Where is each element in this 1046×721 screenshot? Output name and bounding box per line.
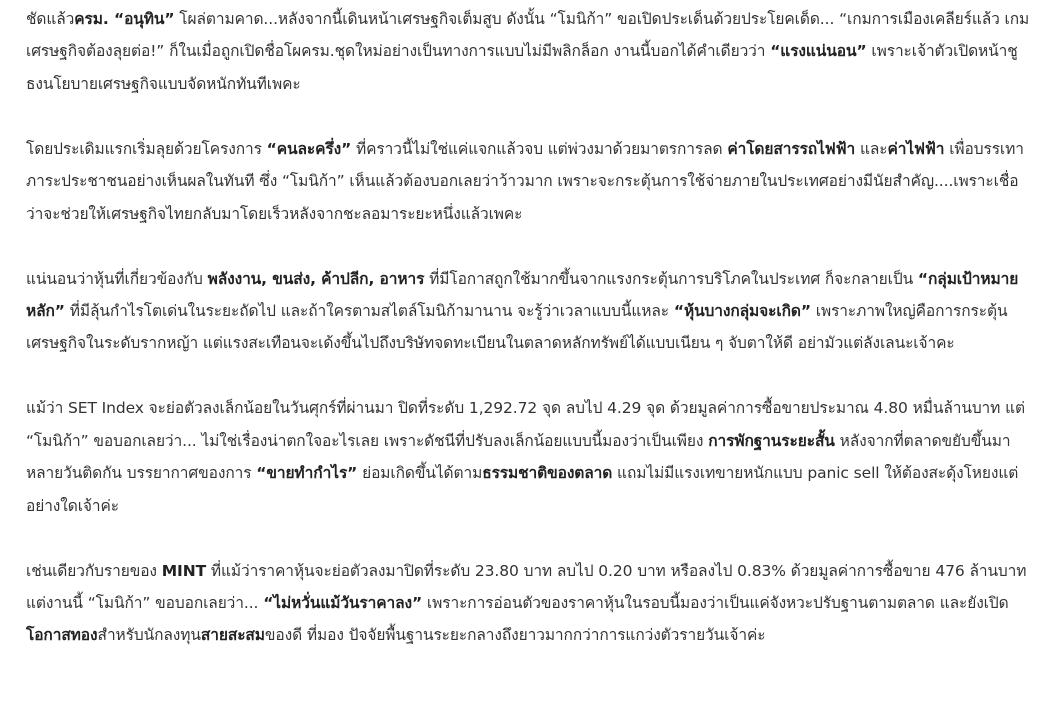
text-segment: หลังจากที่ตลาดขยับขึ้นมาหลายวันติดกัน บรรยากาศของการ xyxy=(26,431,1011,483)
text-segment: แน่นอนว่าหุ้นที่เกี่ยวข้องกับ xyxy=(26,269,208,288)
paragraph-2 xyxy=(26,133,1031,230)
text-segment: ย่อมเกิดขึ้นได้ตาม xyxy=(357,464,483,483)
bold-text-segment: “ขายทำกำไร” xyxy=(256,464,358,483)
text-segment: สำหรับนักลงทุน xyxy=(97,626,201,645)
text-segment: เพราะการอ่อนตัวของราคาหุ้นในรอบนี้มองว่าเป็นแค่จังหวะปรับฐานตามตลาด และยังเปิด xyxy=(422,594,1009,613)
text-segment: และ xyxy=(855,139,888,158)
bold-text-segment: “ไม่หวั่นแม้วันราคาลง” xyxy=(263,594,423,613)
bold-text-segment: สายสะสม xyxy=(200,626,265,645)
bold-text-segment: การพักฐานระยะสั้น xyxy=(708,431,835,450)
article-body xyxy=(26,0,1031,652)
bold-text-segment: “กลุ่มเป้าหมายหลัก” xyxy=(26,269,1019,321)
text-segment: โผล่ตามคาด...หลังจากนี้เดินหน้าเศรษฐกิจเต็มสูบ ดังนั้น “โมนิก้า” ขอเปิดประเด็นด้วยประโยคเด็ด... “เกมการเมืองเคลียร์แล้ว เกมเศรษฐกิจต้องลุยต่อ!” ก็ในเมื่อถูกเปิดชื่อโผครม.ชุดใหม่อย่างเป็นทางการแบบไม่มีพลิกล็อก งานนี้บอกได้คำเดียวว่า xyxy=(26,10,1030,61)
text-segment: เพื่อบรรเทาภาระประชาชนอย่างเห็นผลในทันที ซึ่ง “โมนิก้า” เห็นแล้วต้องบอกเลยว่าว้าวมาก เพราะจะกระตุ้นการใช้จ่ายภายในประเทศอย่างมีนัยสำคัญ....เพราะเชื่อว่าจะช่วยให้เศรษฐกิจไทยกลับมาโดยเร็วหลังจากชะลอมาระยะหนึ่งแล้วเพคะ xyxy=(26,139,1024,223)
text-segment: ของดี ที่มอง ปัจจัยพื้นฐานระยะกลางถึงยาวมากกว่าการแกว่งตัวรายวันเจ้าค่ะ xyxy=(264,626,766,645)
paragraph-3 xyxy=(26,263,1031,360)
bold-text-segment: พลังงาน, ขนส่ง, ค้าปลีก, อาหาร xyxy=(207,269,425,288)
bold-text-segment: “คนละครึ่ง” xyxy=(266,139,352,158)
text-segment: เพราะภาพใหญ่คือการกระตุ้นเศรษฐกิจในระดับรากหญ้า แต่แรงสะเทือนจะเด้งขึ้นไปถึงบริษัทจดทะเบียนในตลาดหลักทรัพย์ได้แบบเนียน ๆ จับตาให้ดี อย่ามัวแต่ลังเลนะเจ้าคะ xyxy=(26,302,1008,353)
text-segment: ที่มีโอกาสถูกใช้มากขึ้นจากแรงกระตุ้นการบริโภคในประเทศ ก็จะกลายเป็น xyxy=(424,269,918,288)
text-segment: แม้ว่า SET Index จะย่อตัวลงเล็กน้อยในวันศุกร์ที่ผ่านมา ปิดที่ระดับ 1,292.72 จุด ลบไป 4.29 จุด ด้วยมูลค่าการซื้อขายประมาณ 4.80 หมื่นล้านบาท แต่ “โมนิก้า” ขอบอกเลยว่า... ไม่ใช่เรื่องน่าตกใจอะไรเลย เพราะดัชนีที่ปรับลงเล็กน้อยแบบนี้มองว่าเป็นเพียง xyxy=(26,399,1025,450)
text-segment: ที่คราวนี้ไม่ใช่แค่แจกแล้วจบ แต่พ่วงมาด้วยมาตรการลด xyxy=(351,139,728,158)
text-segment: ที่มีลุ้นกำไรโตเด่นในระยะถัดไป และถ้าใครตามสไตล์โมนิก้ามานาน จะรู้ว่าเวลาแบบนี้แหละ xyxy=(64,302,674,321)
bold-text-segment: ค่าโดยสารรถไฟฟ้า xyxy=(727,139,856,158)
bold-text-segment: “หุ้นบางกลุ่มจะเกิด” xyxy=(673,302,811,321)
text-segment: ที่แม้ว่าราคาหุ้นจะย่อตัวลงมาปิดที่ระดับ 23.80 บาท ลบไป 0.20 บาท หรือลงไป 0.83% ด้วยมูลค่าการซื้อขาย 476 ล้านบาท แต่งานนี้ “โมนิก้า” ขอบอกเลยว่า... xyxy=(26,561,1027,613)
text-segment: แถมไม่มีแรงเทขายหนักแบบ panic sell ให้ต้องสะดุ้งโหยงแต่อย่างใดเจ้าค่ะ xyxy=(26,464,1019,515)
bold-text-segment: MINT xyxy=(161,561,207,580)
text-segment: ชัดแล้ว xyxy=(26,10,75,28)
paragraph-5 xyxy=(26,555,1031,652)
bold-text-segment: “แรงแน่นอน” xyxy=(770,42,867,61)
paragraph-4 xyxy=(26,392,1031,522)
text-segment: เช่นเดียวกับรายของ xyxy=(26,561,162,580)
text-segment: เพราะเจ้าตัวเปิดหน้าชูธงนโยบายเศรษฐกิจแบบจัดหนักทันทีเพคะ xyxy=(26,42,1018,93)
bold-text-segment: โอกาสทอง xyxy=(26,626,98,645)
bold-text-segment: ค่าไฟฟ้า xyxy=(887,139,945,158)
paragraph-1 xyxy=(26,3,1031,100)
bold-text-segment: ธรรมชาติของตลาด xyxy=(482,464,613,483)
bold-text-segment: ครม. “อนุทิน” xyxy=(74,10,175,28)
text-segment: โดยประเดิมแรกเริ่มลุยด้วยโครงการ xyxy=(26,139,267,158)
